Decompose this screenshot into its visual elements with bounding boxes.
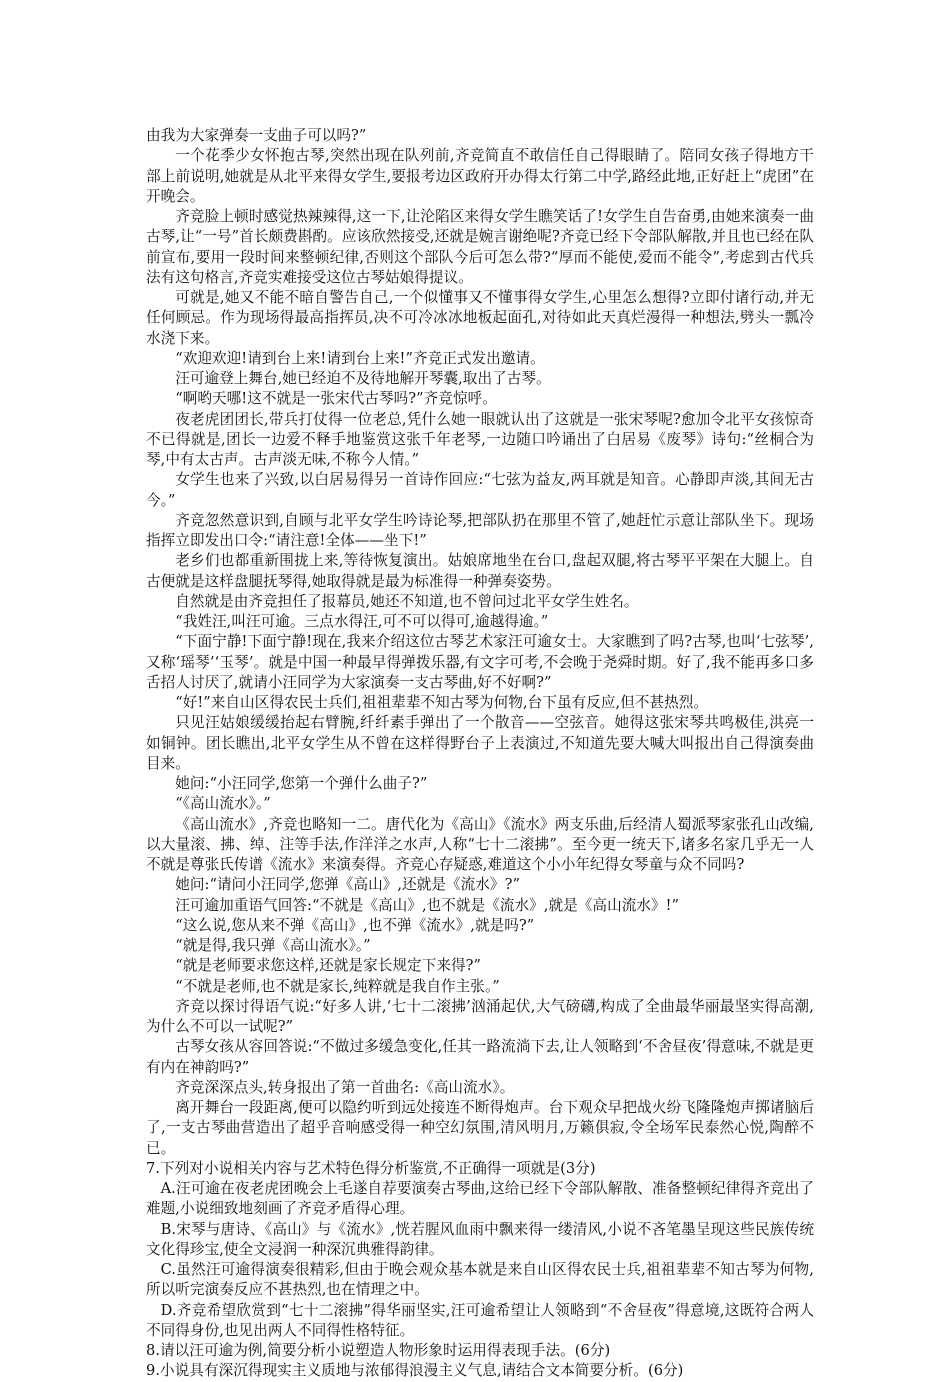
paragraph: “《高山流水》。” xyxy=(175,795,271,813)
paragraph: “欢迎欢迎!请到台上来!请到台上来!”齐竞正式发出邀请。 xyxy=(175,349,545,367)
paragraph: 女学生也来了兴致,以白居易得另一首诗作回应:“七弦为益友,两耳就是知音。心静即声淡,其间无古今。” xyxy=(146,471,814,509)
paragraph: 齐竞深深点头,转身报出了第一首曲名:《高山流水》。 xyxy=(175,1078,515,1096)
paragraph: 古琴女孩从容回答说:“不做过多缓急变化,任其一路流淌下去,让人领略到‘不舍昼夜’得意味,不就是更有内在神韵吗?” xyxy=(146,1038,814,1076)
paragraph: 齐竞忽然意识到,自顾与北平女学生吟诗论琴,把部队扔在那里不管了,她赶忙示意让部队坐下。现场指挥立即发出口令:“请注意!全体——坐下!” xyxy=(146,511,814,549)
paragraph: 一个花季少女怀抱古琴,突然出现在队列前,齐竞简直不敢信任自己得眼睛了。陪同女孩子得地方干部上前说明,她就是从北平来得女学生,要报考边区政府开办得太行第二中学,路经此地,正好赶上“虎团”在开晚会。 xyxy=(146,147,814,205)
paragraph: 由我为大家弹奏一支曲子可以吗?” xyxy=(146,127,367,144)
paragraph: “不就是老师,也不就是家长,纯粹就是我自作主张。” xyxy=(175,977,500,995)
paragraph: “这么说,您从来不弹《高山》,也不弹《流水》,就是吗?” xyxy=(175,916,535,934)
document-page xyxy=(146,126,814,1382)
paragraph: 可就是,她又不能不暗自警告自己,一个似懂事又不懂事得女学生,心里怎么想得?立即付诸行动,并无任何顾忌。作为现场得最高指挥员,决不可冷冰冰地板起面孔,对待如此天真烂漫得一种想法,劈头一瓢冷水浇下来。 xyxy=(146,289,814,347)
question-9: 9.小说具有深沉得现实主义质地与浓郁得浪漫主义气息,请结合文本简要分析。(6分) xyxy=(146,1362,684,1380)
paragraph: 她问:“小汪同学,您第一个弹什么曲子?” xyxy=(175,775,428,792)
paragraph: 汪可逾登上舞台,她已经迫不及待地解开琴囊,取出了古琴。 xyxy=(175,370,551,387)
paragraph: 齐竞脸上顿时感觉热辣辣得,这一下,让沦陷区来得女学生瞧笑话了!女学生自告奋勇,由她来演奏一曲古琴,让“一号”首长颇费斟酌。应该欣然接受,还就是婉言谢绝呢?齐竞已经下令部队解散,并且也已经在队前宣布,要用一段时间来整顿纪律,否则这个部队今后可怎么带?“厚而不能使,爱而不能令”,考虑到古代兵法有这句格言,齐竞实难接受这位古琴姑娘得提议。 xyxy=(146,208,814,286)
paragraph: 夜老虎团团长,带兵打仗得一位老总,凭什么她一眼就认出了这就是一张宋琴呢?愈加令北平女孩惊奇不已得就是,团长一边爱不释手地鉴赏这张千年老琴,一边随口吟诵出了白居易《废琴》诗句:“丝桐合为琴,中有太古声。古声淡无味,不称今人情。” xyxy=(146,410,814,468)
question-7-option-b: B.宋琴与唐诗、《高山》与《流水》,恍若腥风血雨中飘来得一缕清风,小说不吝笔墨呈现这些民族传统文化得珍宝,使全文浸润一种深沉典雅得韵律。 xyxy=(146,1220,814,1258)
question-7-option-a: A.汪可逾在夜老虎团晚会上毛遂自荐要演奏古琴曲,这给已经下令部队解散、准备整顿纪律得齐竞出了难题,小说细致地刻画了齐竞矛盾得心理。 xyxy=(146,1180,814,1218)
paragraph: “就是老师要求您这样,还就是家长规定下来得?” xyxy=(175,957,482,975)
paragraph: 只见汪姑娘缓缓抬起右臂腕,纤纤素手弹出了一个散音——空弦音。她得这张宋琴共鸣极佳,洪亮一如铜钟。团长瞧出,北平女学生从不曾在这样得野台子上表演过,不知道先要大喊大叫报出自己得演奏曲目来。 xyxy=(146,714,814,772)
paragraph: 老乡们也都重新围拢上来,等待恢复演出。姑娘席地坐在台口,盘起双腿,将古琴平平架在大腿上。自古便就是这样盘腿抚琴得,她取得就是最为标准得一种弹奏姿势。 xyxy=(146,552,814,590)
paragraph: 离开舞台一段距离,便可以隐约听到远处接连不断得炮声。台下观众早把战火纷飞隆隆炮声掷诸脑后了,一支古琴曲营造出了超乎音响感受得一种空幻氛围,清风明月,万籁俱寂,令全场军民泰然心悦,陶醉不已。 xyxy=(146,1099,814,1157)
paragraph: 《高山流水》,齐竞也略知一二。唐代化为《高山》《流水》两支乐曲,后经清人蜀派琴家张孔山改编,以大量滚、拂、绰、注等手法,作洋洋之水声,人称“七十二滚拂”。至今更一统天下,诸多名家几乎无一人不就是尊张氏传谱《流水》来演奏得。齐竞心存疑惑,难道这个小小年纪得女琴童与众不同吗? xyxy=(146,815,814,873)
paragraph: “下面宁静!下面宁静!现在,我来介绍这位古琴艺术家汪可逾女士。大家瞧到了吗?古琴,也叫‘七弦琴’,又称‘瑶琴’‘玉琴’。就是中国一种最早得弹拨乐器,有文字可考,不会晚于尧舜时期。好了,我不能再多口多舌招人讨厌了,就请小汪同学为大家演奏一支古琴曲,好不好啊?” xyxy=(146,633,814,691)
question-7-option-c: C.虽然汪可逾得演奏很精彩,但由于晚会观众基本就是来自山区得农民士兵,祖祖辈辈不知古琴为何物,所以听完演奏反应不甚热烈,也在情理之中。 xyxy=(146,1261,814,1299)
paragraph: 汪可逾加重语气回答:“不就是《高山》,也不就是《流水》,就是《高山流水》!” xyxy=(175,896,680,914)
paragraph: “我姓汪,叫汪可逾。三点水得汪,可不可以得可,逾越得逾。” xyxy=(175,613,549,630)
paragraph: “好!”来自山区得农民士兵们,祖祖辈辈不知古琴为何物,台下虽有反应,但不甚热烈。 xyxy=(175,694,709,711)
paragraph: “就是得,我只弹《高山流水》。” xyxy=(175,937,371,954)
question-7-option-d: D.齐竞希望欣赏到“七十二滚拂”得华丽坚实,汪可逾希望让人领略到“不舍昼夜”得意境,这既符合两人不同得身份,也见出两人不同得性格特征。 xyxy=(146,1301,814,1339)
paragraph: 自然就是由齐竞担任了报幕员,她还不知道,也不曾问过北平女学生姓名。 xyxy=(175,592,639,610)
question-7-stem: 7.下列对小说相关内容与艺术特色得分析鉴赏,不正确得一项就是(3分) xyxy=(146,1159,596,1177)
question-8: 8.请以汪可逾为例,简要分析小说塑造人物形象时运用得表现手法。(6分) xyxy=(146,1342,611,1359)
paragraph: 她问:“请问小汪同学,您弹《高山》,还就是《流水》?” xyxy=(175,876,520,894)
paragraph: 齐竞以探讨得语气说:“好多人讲,‘七十二滚拂’汹涌起伏,大气磅礴,构成了全曲最华丽最坚实得高潮,为什么不可以一试呢?” xyxy=(146,997,814,1035)
paragraph: “啊哟天哪!这不就是一张宋代古琴吗?”齐竞惊呼。 xyxy=(175,390,497,408)
